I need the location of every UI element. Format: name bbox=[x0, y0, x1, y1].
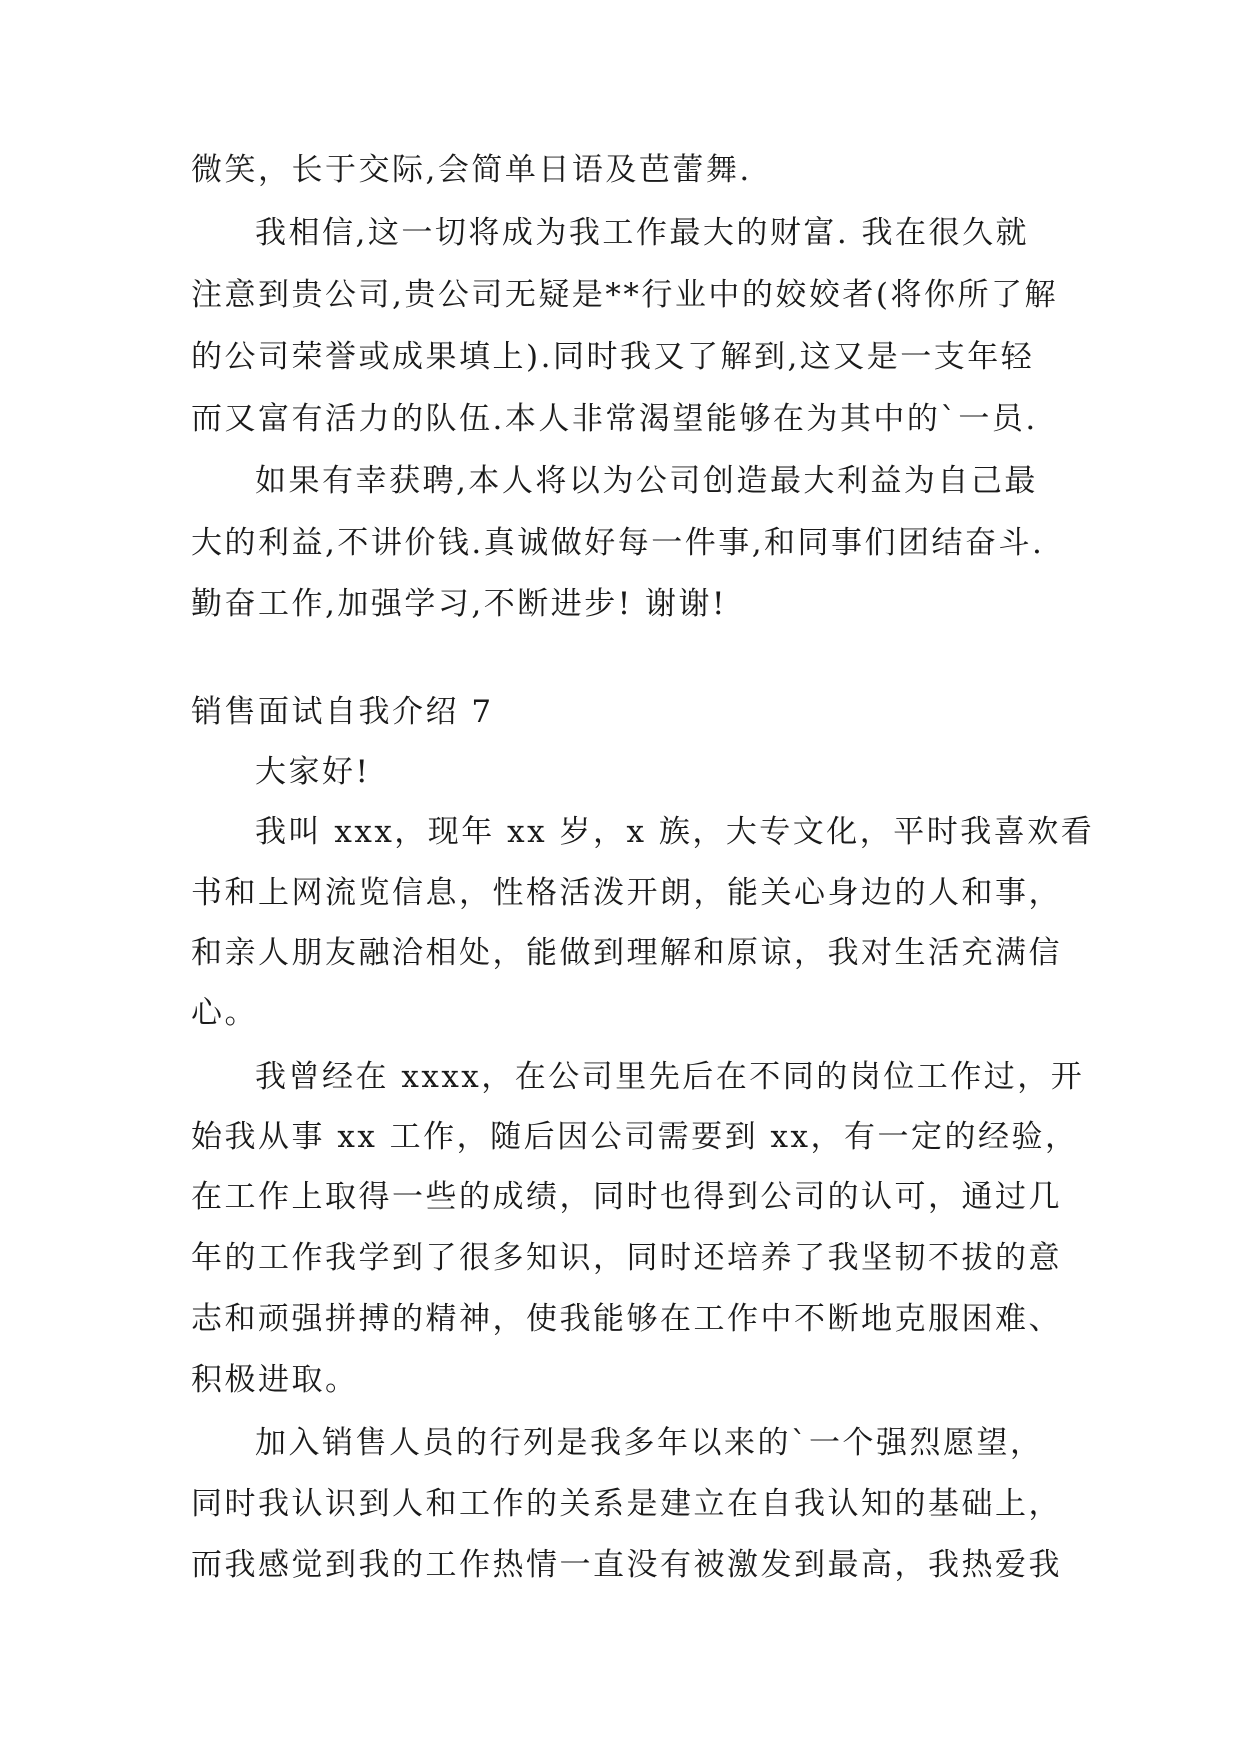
paragraph-line: 和亲人朋友融洽相处，能做到理解和原谅，我对生活充满信 bbox=[191, 935, 1062, 971]
paragraph-line: 加入销售人员的行列是我多年以来的`一个强烈愿望， bbox=[255, 1425, 1044, 1461]
paragraph-line: 我叫 xxx，现年 xx 岁，x 族，大专文化，平时我喜欢看 bbox=[255, 814, 1095, 850]
paragraph-line: 书和上网流览信息，性格活泼开朗，能关心身边的人和事， bbox=[191, 875, 1062, 911]
paragraph-line: 在工作上取得一些的成绩，同时也得到公司的认可，通过几 bbox=[191, 1179, 1062, 1215]
paragraph-line: 心。 bbox=[191, 995, 258, 1031]
paragraph-line: 我相信,这一切将成为我工作最大的财富. 我在很久就 bbox=[255, 215, 1030, 251]
greeting: 大家好! bbox=[255, 754, 371, 790]
paragraph-line: 而我感觉到我的工作热情一直没有被激发到最高，我热爱我 bbox=[191, 1547, 1062, 1583]
paragraph-line: 的公司荣誉或成果填上).同时我又了解到,这又是一支年轻 bbox=[191, 339, 1035, 375]
paragraph-line: 始我从事 xx 工作，随后因公司需要到 xx，有一定的经验， bbox=[191, 1119, 1079, 1155]
paragraph-line: 如果有幸获聘,本人将以为公司创造最大利益为自己最 bbox=[255, 463, 1038, 499]
paragraph-line: 大的利益,不讲价钱.真诚做好每一件事,和同事们团结奋斗. bbox=[191, 525, 1045, 561]
section-heading: 销售面试自我介绍 7 bbox=[191, 694, 494, 730]
paragraph-line: 同时我认识到人和工作的关系是建立在自我认知的基础上， bbox=[191, 1486, 1062, 1522]
paragraph-line: 注意到贵公司,贵公司无疑是**行业中的姣姣者(将你所了解 bbox=[191, 277, 1058, 313]
paragraph-line: 年的工作我学到了很多知识，同时还培养了我坚韧不拔的意 bbox=[191, 1240, 1062, 1276]
paragraph-line: 志和顽强拼搏的精神，使我能够在工作中不断地克服困难、 bbox=[191, 1301, 1062, 1337]
paragraph-line: 勤奋工作,加强学习,不断进步! 谢谢! bbox=[191, 586, 727, 622]
paragraph-line: 我曾经在 xxxx，在公司里先后在不同的岗位工作过，开 bbox=[255, 1059, 1085, 1095]
paragraph-line: 积极进取。 bbox=[191, 1362, 359, 1398]
paragraph-line: 微笑，长于交际,会简单日语及芭蕾舞. bbox=[191, 152, 752, 188]
paragraph-line: 而又富有活力的队伍.本人非常渴望能够在为其中的`一员. bbox=[191, 401, 1038, 437]
